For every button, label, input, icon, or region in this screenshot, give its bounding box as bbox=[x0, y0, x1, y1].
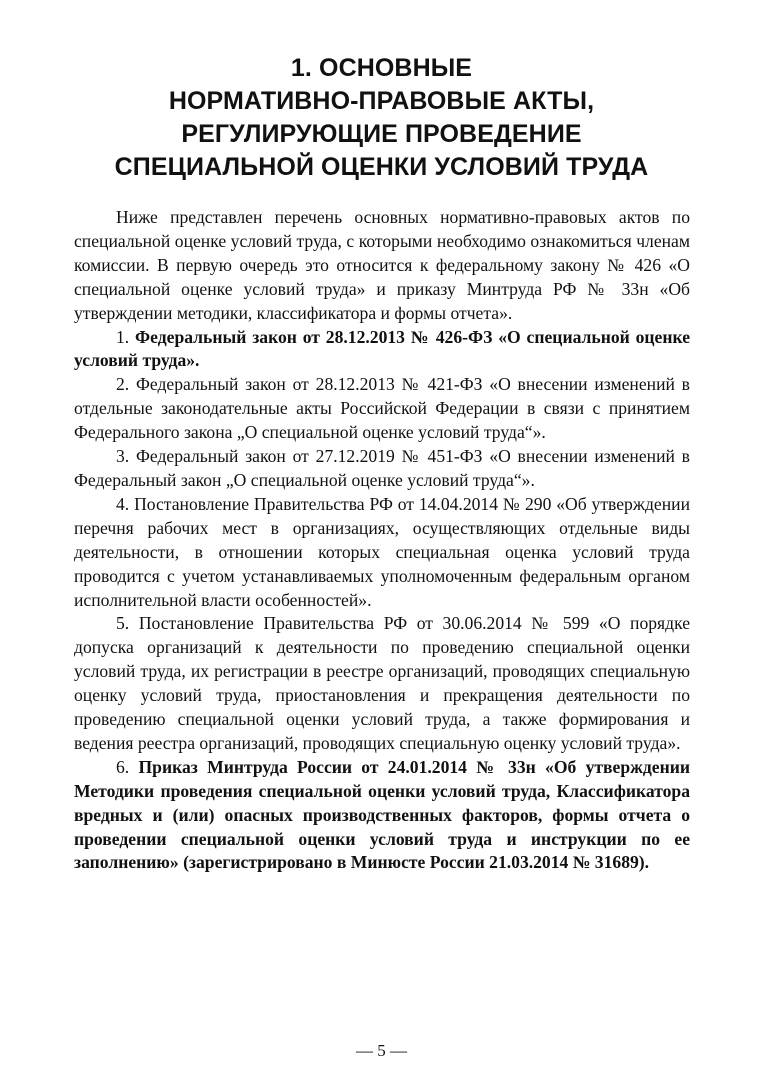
item-bold-text: Приказ Минтруда России от 24.01.2014 № 33н «Об утверждении Методики проведения специальной оценки условий труда, Классификатора вредных и (или) опасных производственных факторов, формы отчета о проведении специальной оценки условий труда и инструкции по ее заполнению» (зарегистрировано в Минюсте России 21.03.2014 № 31689). bbox=[74, 756, 691, 873]
item-text: Федеральный закон от 28.12.2013 № 421-ФЗ «О внесении изменений в отдельные законодательные акты Российской Федерации в связи с принятием Федерального закона „О специальной оценке условий труда“». bbox=[74, 374, 690, 443]
list-item bbox=[74, 373, 690, 445]
document-body bbox=[74, 206, 690, 875]
item-number: 2. bbox=[116, 374, 130, 395]
item-number: 3. bbox=[116, 446, 130, 467]
list-item bbox=[74, 493, 690, 613]
item-text: Федеральный закон от 27.12.2019 № 451-ФЗ «О внесении изменений в Федеральный закон „О специальной оценке условий труда“». bbox=[74, 446, 690, 490]
item-number: 6. bbox=[116, 756, 130, 777]
item-number: 1. bbox=[116, 326, 130, 347]
list-item bbox=[74, 756, 690, 876]
item-bold-text: Федеральный закон от 28.12.2013 № 426-ФЗ «О специальной оценке условий труда». bbox=[74, 326, 690, 371]
list-item bbox=[74, 612, 690, 755]
intro-paragraph: Ниже представлен перечень основных нормативно-правовых актов по специальной оценке условий труда, с которыми необходимо ознакомиться членам комиссии. В первую очередь это относится к федеральному закону № 426 «О специальной оценке условий труда» и приказу Минтруда РФ № 33н «Об утверждении методики, классификатора и формы отчета». bbox=[74, 207, 690, 323]
item-number: 4. bbox=[116, 493, 130, 514]
title-line: СПЕЦИАЛЬНОЙ ОЦЕНКИ УСЛОВИЙ ТРУДА bbox=[114, 153, 649, 181]
item-text: Постановление Правительства РФ от 14.04.2014 № 290 «Об утверждении перечня рабочих мест в организациях, осуществляющих отдельные виды деятельности, в отношении которых специальная оценка условий труда проводится с учетом устанавливаемых уполномоченным федеральным органом исполнительной власти особенностей». bbox=[74, 493, 690, 610]
title-line: НОРМАТИВНО-ПРАВОВЫЕ АКТЫ, bbox=[168, 87, 595, 115]
list-item bbox=[74, 326, 690, 374]
page-title bbox=[60, 52, 703, 184]
page-number: — 5 — bbox=[356, 1041, 407, 1060]
list-item bbox=[74, 445, 690, 493]
title-line: 1. ОСНОВНЫЕ bbox=[290, 54, 473, 82]
title-line: РЕГУЛИРУЮЩИЕ ПРОВЕДЕНИЕ bbox=[181, 120, 582, 148]
item-text: Постановление Правительства РФ от 30.06.2014 № 599 «О порядке допуска организаций к деятельности по проведению специальной оценки условий труда, их регистрации в реестре организаций, проводящих специальную оценку условий труда, приостановления и прекращения деятельности по проведению специальной оценки условий труда, а также формирования и ведения реестра организаций, проводящих специальную оценку условий труда». bbox=[74, 613, 690, 753]
item-number: 5. bbox=[116, 613, 130, 634]
